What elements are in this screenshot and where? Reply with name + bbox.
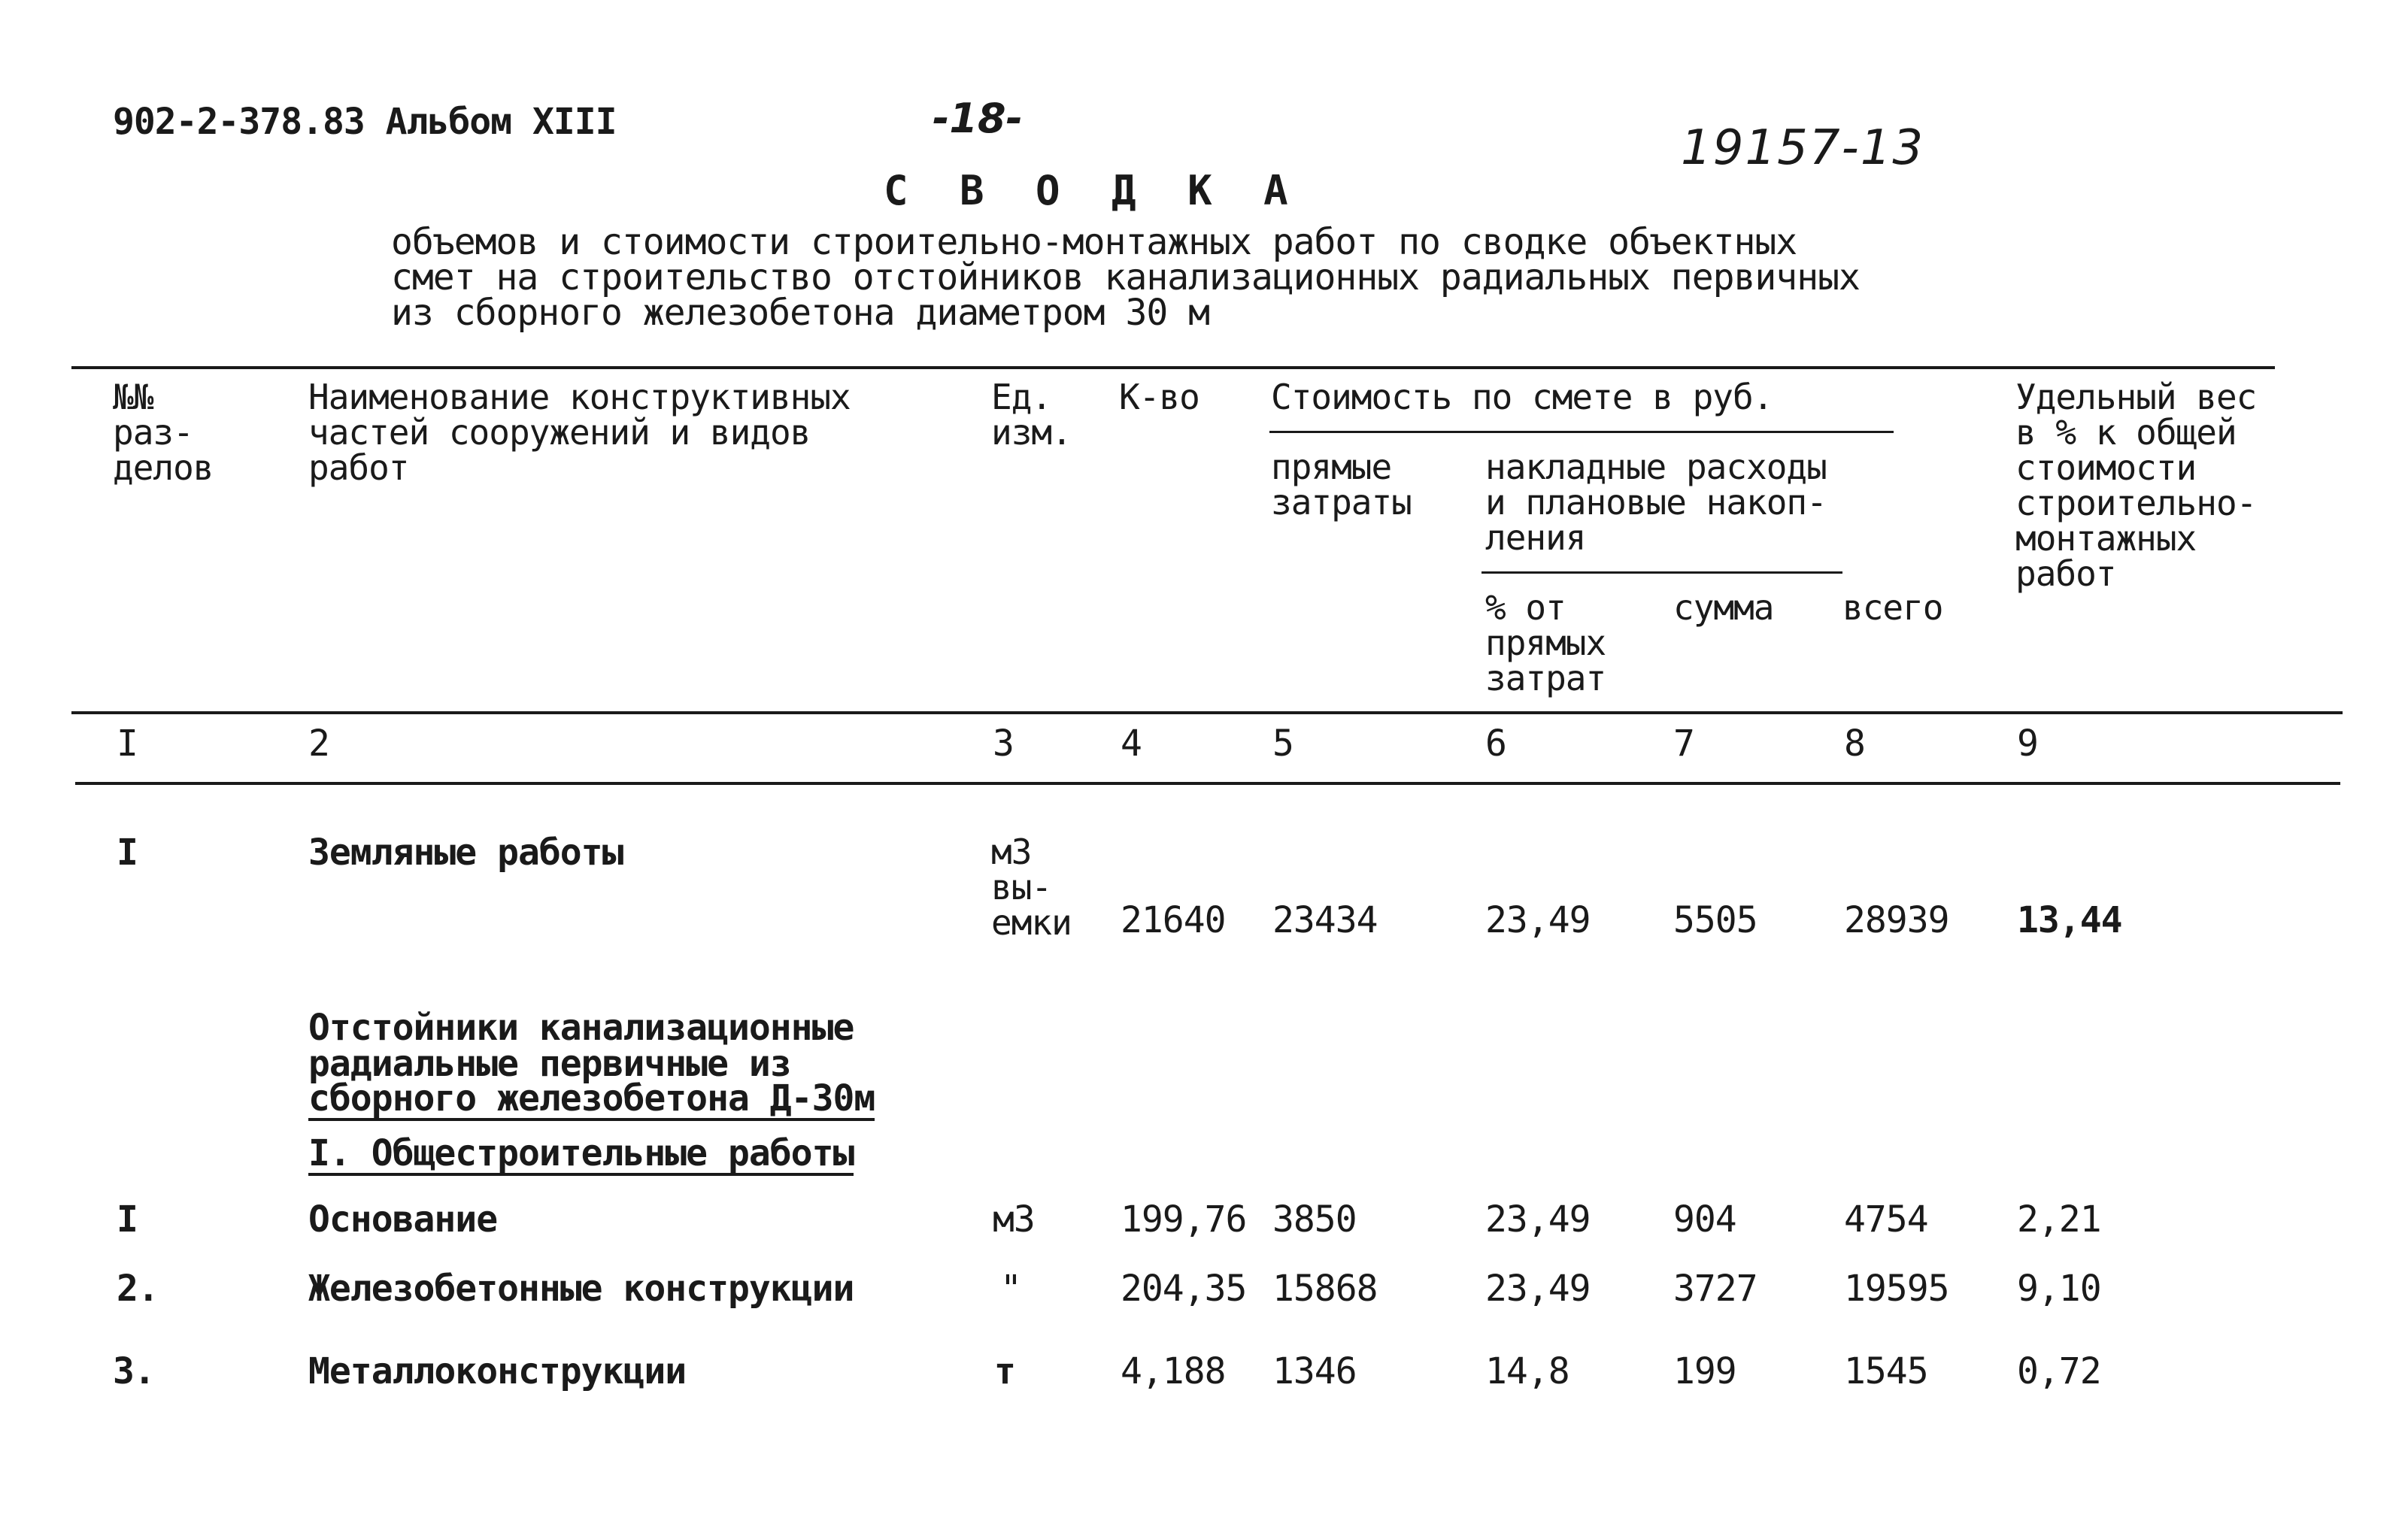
row-share: 9,10 (2017, 1268, 2101, 1310)
column-number: 5 (1272, 723, 1293, 765)
row-name: Железобетонные конструкции (308, 1268, 854, 1310)
header-unit: Ед. изм. (991, 377, 1072, 453)
column-number: 4 (1121, 723, 1142, 765)
row-sum: 199 (1673, 1350, 1736, 1392)
cost-group-rule (1269, 431, 1894, 433)
header-quantity: К-во (1119, 377, 1199, 417)
column-numbers-rule (75, 782, 2340, 785)
header-cost-group: Стоимость по смете в руб. (1271, 377, 1773, 417)
column-number: 3 (993, 723, 1014, 765)
header-sum: сумма (1673, 587, 1774, 628)
row-total: 19595 (1844, 1268, 1949, 1310)
row-unit: м3 вы- емки (991, 832, 1072, 943)
row-section-no: I (117, 832, 138, 874)
row-quantity: 199,76 (1121, 1198, 1247, 1241)
row-sum: 3727 (1673, 1268, 1757, 1310)
row-share: 2,21 (2017, 1198, 2101, 1241)
subtitle-line-2: смет на строительство отстойников канализационных радиальных первичных (391, 256, 1860, 298)
column-number: 8 (1844, 723, 1865, 765)
group-title: Отстойники канализационные радиальные первичные из (308, 1007, 854, 1085)
row-section-no: 3. (113, 1350, 155, 1392)
row-total: 1545 (1844, 1350, 1928, 1392)
row-name: Основание (308, 1198, 498, 1241)
document-title: С В О Д К А (884, 167, 1302, 214)
row-direct-costs: 23434 (1272, 899, 1378, 941)
row-total: 4754 (1844, 1198, 1928, 1241)
header-bottom-rule (71, 711, 2343, 714)
header-share: Удельный вес в % к общей стоимости строительно- монтажных работ (2015, 377, 2257, 594)
row-percent: 23,49 (1485, 1198, 1591, 1241)
page-number: -18- (933, 95, 1023, 142)
column-number: 7 (1673, 723, 1694, 765)
row-total: 28939 (1844, 899, 1949, 941)
row-quantity: 4,188 (1121, 1350, 1226, 1392)
row-quantity: 204,35 (1121, 1268, 1247, 1310)
row-percent: 14,8 (1485, 1350, 1569, 1392)
row-direct-costs: 3850 (1272, 1198, 1357, 1241)
column-number: 9 (2017, 723, 2038, 765)
row-section-no: 2. (117, 1268, 159, 1310)
album-reference: 902-2-378.83 Альбом XIII (113, 101, 617, 143)
column-number: 2 (308, 723, 329, 765)
header-percent-of-direct: % от прямых затрат (1485, 587, 1606, 698)
row-section-no: I (117, 1198, 138, 1241)
group-title-underlined: сборного железобетона Д-30м (308, 1077, 875, 1119)
header-overhead-group: накладные расходы и плановые накоп- ления (1485, 447, 1827, 558)
column-number: 6 (1485, 723, 1506, 765)
row-name: Металлоконструкции (308, 1350, 687, 1392)
row-quantity: 21640 (1121, 899, 1226, 941)
row-sum: 904 (1673, 1198, 1736, 1241)
row-direct-costs: 1346 (1272, 1350, 1357, 1392)
header-name: Наименование конструктивных частей сооружений и видов работ (308, 377, 851, 488)
column-number: I (117, 723, 138, 765)
subtitle-line-3: из сборного железобетона диаметром 30 м (391, 292, 1210, 334)
row-name: Земляные работы (308, 832, 623, 874)
overhead-group-rule (1481, 571, 1842, 574)
row-percent: 23,49 (1485, 1268, 1591, 1310)
table-top-rule (71, 366, 2275, 369)
header-section-no: №№ раз- делов (113, 377, 214, 488)
row-unit: м3 (993, 1198, 1035, 1241)
row-unit: т (994, 1350, 1015, 1392)
subgroup-title: I. Общестроительные работы (308, 1132, 854, 1174)
document-number: 19157-13 (1681, 120, 1925, 176)
row-unit: " (1000, 1268, 1021, 1310)
row-sum: 5505 (1673, 899, 1757, 941)
subtitle-line-1: объемов и стоимости строительно-монтажных работ по сводке объектных (391, 221, 1797, 263)
header-total: всего (1842, 587, 1943, 628)
header-direct-costs: прямые затраты (1271, 447, 1412, 523)
row-percent: 23,49 (1485, 899, 1591, 941)
row-direct-costs: 15868 (1272, 1268, 1378, 1310)
row-share: 0,72 (2017, 1350, 2101, 1392)
row-share: 13,44 (2017, 899, 2122, 941)
